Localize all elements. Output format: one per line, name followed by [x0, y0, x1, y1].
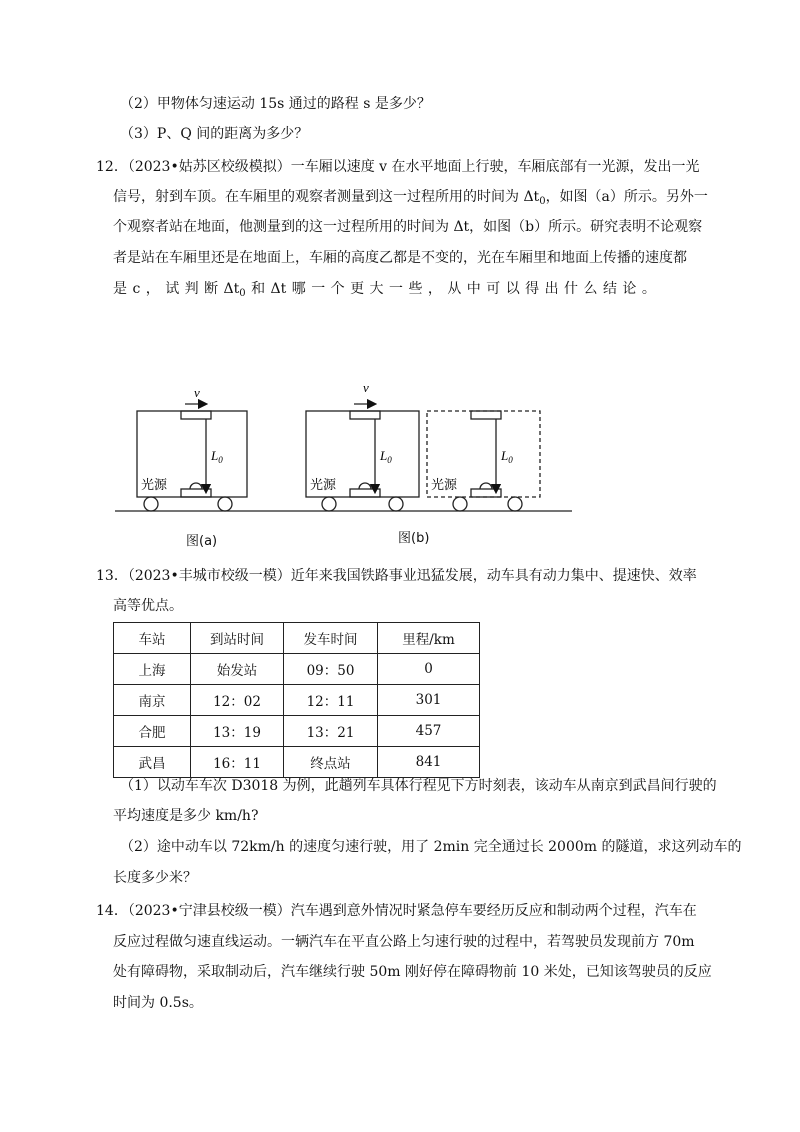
table-cell: 301: [378, 685, 480, 716]
q14-line3: 处有障碍物，采取制动后，汽车继续行驶 50m 刚好停在障碍物前 10 米处，已知该驾驶员的反应: [113, 964, 712, 980]
table-cell: 0: [378, 654, 480, 685]
q12-text-5b: 和 Δt 哪 一 个 更 大 一 些 ， 从 中 可 以 得 出 什 么 结 论 。: [245, 281, 656, 297]
q12-sub-0: 0: [539, 196, 546, 207]
table-row: [114, 654, 480, 685]
q12-line5: [113, 279, 656, 304]
table-header: 到站时间: [191, 623, 284, 654]
table-header: 发车时间: [284, 623, 378, 654]
q14-line2: 反应过程做匀速直线运动。一辆汽车在平直公路上匀速行驶的过程中，若驾驶员发现前方 70m: [113, 934, 695, 950]
q12-line4: 者是站在车厢里还是在地面上，车厢的高度乙都是不变的，光在车厢里和地面上传播的速度都: [113, 250, 687, 266]
q12-number: 12．: [96, 159, 128, 175]
table-cell: 13：19: [191, 716, 284, 747]
q13-text-1: 近年来我国铁路事业迅猛发展，动车具有动力集中、提速快、效率: [290, 568, 697, 584]
table-cell: 上海: [114, 654, 191, 685]
table-cell: 终点站: [284, 747, 378, 778]
table-cell: 合肥: [114, 716, 191, 747]
q12-text-2b: ，如图（a）所示。另外一: [545, 189, 708, 205]
table-cell: 841: [378, 747, 480, 778]
car-a-L-label: $L_0$: [211, 448, 223, 465]
q13-line1: [96, 566, 697, 586]
car-b-dashed: [427, 411, 540, 511]
car-a-light-source: 光源: [141, 478, 168, 493]
table-cell: 09：50: [284, 654, 378, 685]
table-cell: 始发站: [191, 654, 284, 685]
timetable: [113, 622, 480, 778]
q12-line3: 个观察者站在地面，他测量到的这一过程所用的时间为 Δt，如图（b）所示。研究表明不论观察: [113, 219, 703, 235]
table-cell: 457: [378, 716, 480, 747]
caption-b: 图(b): [398, 531, 430, 546]
table-cell: 南京: [114, 685, 191, 716]
q14-line4: 时间为 0.5s。: [113, 995, 203, 1011]
q14-text-1: 汽车遇到意外情况时紧急停车要经历反应和制动两个过程，汽车在: [290, 903, 697, 919]
q13-part2-line1: （2）途中动车以 72km/h 的速度匀速行驶，用了 2min 完全通过长 2000m 的隧道，求这列动车的: [120, 839, 742, 855]
car-a: [137, 404, 247, 511]
car-a-v-label: v: [194, 385, 200, 400]
car-b: [306, 404, 419, 511]
q14-line1: [96, 901, 697, 921]
q12-source: （2023•姑苏区校级模拟）: [127, 159, 291, 175]
table-cell: 16：11: [191, 747, 284, 778]
car-b-light-source: 光源: [310, 478, 337, 493]
table-cell: 12：02: [191, 685, 284, 716]
car-b-dashed-light-source: 光源: [431, 478, 458, 493]
table-cell: 12：11: [284, 685, 378, 716]
q12-text-1: 一车厢以速度 v 在水平地面上行驶，车厢底部有一光源，发出一光: [290, 159, 700, 175]
q13-part1-line2: 平均速度是多少 km/h?: [113, 808, 259, 824]
car-b-L-label: $L_0$: [380, 448, 392, 465]
q13-source: （2023•丰城市校级一模）: [127, 568, 291, 584]
q14-number: 14．: [96, 903, 128, 919]
q12-line2: [113, 187, 708, 212]
car-b-v-label: v: [363, 380, 369, 395]
table-header-row: [114, 623, 480, 654]
q13-line2: 高等优点。: [113, 598, 183, 614]
car-b-dashed-L-label: $L_0$: [501, 448, 513, 465]
table-header: 车站: [114, 623, 191, 654]
table-cell: 13：21: [284, 716, 378, 747]
q14-source: （2023•宁津县校级一模）: [127, 903, 291, 919]
table-row: [114, 716, 480, 747]
q12-line1: [96, 157, 700, 177]
table-header: 里程/km: [378, 623, 480, 654]
table-row: [114, 685, 480, 716]
table-row: [114, 747, 480, 778]
q13-part2-line2: 长度多少米？: [113, 870, 197, 886]
caption-a: 图(a): [186, 534, 218, 549]
q11-part2: （2）甲物体匀速运动 15s 通过的路程 s 是多少？: [120, 96, 431, 112]
q11-part3: （3）P、Q 间的距离为多少？: [120, 126, 309, 142]
q12-text-5a: 是 c ， 试 判 断 Δt: [113, 281, 240, 297]
q13-part1-line1: （1）以动车车次 D3018 为例，此趟列车具体行程见下方时刻表，该动车从南京到武昌间行驶的: [120, 778, 717, 794]
table-cell: 武昌: [114, 747, 191, 778]
q13-number: 13．: [96, 568, 128, 584]
q12-text-2a: 信号，射到车顶。在车厢里的观察者测量到这一过程所用的时间为 Δt: [113, 189, 540, 205]
q12-sub-0b: 0: [239, 288, 246, 299]
